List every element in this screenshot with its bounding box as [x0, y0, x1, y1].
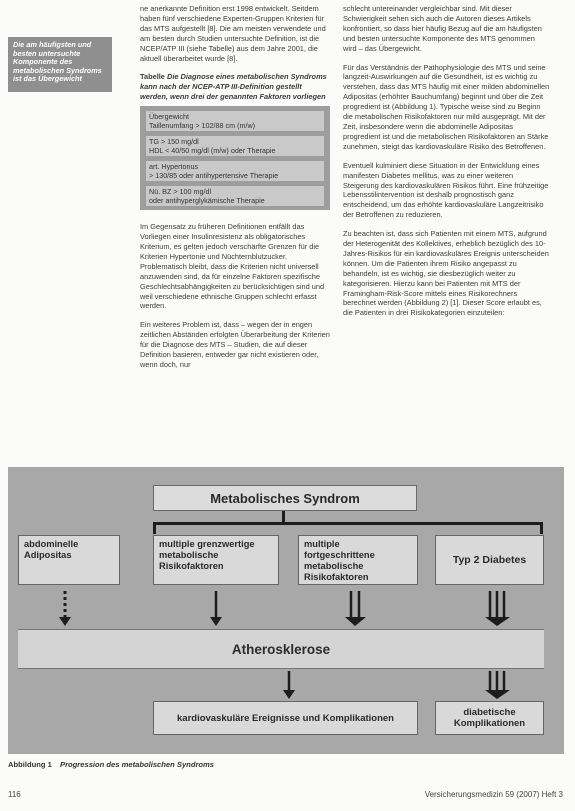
- paragraph: Eventuell kulminiert diese Situation in der Entwicklung eines manifesten Diabetes mellitus, was zu einer weiteren Steigerung des kardiovaskulären Risikos führt. Eine frühzeitige Lebensstilintervention ist deshalb prognostisch ganz entscheidend, um das erhöhte kardiovaskuläre Langzeitrisiko der Betroffenen zu reduzieren.: [343, 160, 549, 220]
- table-caption-text: Die Diagnose eines metabolischen Syndroms kann nach der NCEP-ATP III-Definition gestellt werden, wenn drei der genannten Faktoren vorliegen: [140, 72, 327, 102]
- table-row: [146, 136, 324, 156]
- table-cell: oder antihyperglykämische Therapie: [149, 196, 265, 206]
- table-row: [146, 186, 324, 206]
- atherosclerosis-label: Atherosklerose: [231, 641, 331, 657]
- table-cell: Übergewicht: [149, 112, 189, 122]
- table-cell: TG > 150 mg/dl: [149, 137, 199, 147]
- page-number: 116: [8, 790, 21, 799]
- table-cell: HDL < 40/50 mg/dl (m/w) oder Therapie: [149, 146, 276, 156]
- table-row: [146, 111, 324, 131]
- bracket-center-stem: [282, 511, 285, 523]
- paragraph: schlecht untereinander vergleichbar sind. Mit dieser Schwierigkeit sehen sich auch die Autoren dieses Artikels konfrontiert, so dass hier häufig Bezug auf die am häufigsten und besten untersuchte Komponente des MTS genommen wird – das Übergewicht.: [343, 4, 542, 53]
- single-arrow-icon: [209, 591, 223, 627]
- paragraph: Im Gegensatz zu früheren Definitionen entfällt das Vorliegen einer Insulinresistenz als obligatorisches Kriterium, es gelten jedoch verschärfte Grenzen für die Kriterien Hypertonie und Nüchternblutzucker. Problematisch bleibt, dass die Kriterien nicht universell anzuwenden sind, da für einzelne Faktoren spezifische Geschlechtsabhängigkeiten zu berücksichtigen sind und weil verschiedene ethnische Gruppen schlecht erfasst werden.: [140, 222, 325, 311]
- single-arrow-icon: [282, 671, 296, 701]
- table-caption-label: Tabelle: [140, 72, 165, 82]
- triple-arrow-icon: [485, 591, 511, 627]
- figure-caption-text: Progression des metabolischen Syndroms: [60, 760, 215, 769]
- table-cell: Nü. BZ > 100 mg/dl: [149, 187, 212, 197]
- box-label: abdominelle Adipositas: [24, 539, 79, 560]
- figure-caption: [8, 760, 214, 769]
- dotted-arrow-icon: [58, 591, 72, 627]
- journal-footer: Versicherungsmedizin 59 (2007) Heft 3: [424, 790, 563, 799]
- box-label: diabetische Komplikationen: [453, 707, 526, 729]
- figure-progression-diagram: [8, 467, 564, 754]
- bracket-right-end: [540, 522, 543, 534]
- table-row: [146, 161, 324, 181]
- box-abdominal-obesity: [18, 535, 120, 585]
- text-column-middle: [140, 4, 330, 379]
- criteria-table: [140, 106, 330, 210]
- diagram-title: Metabolisches Syndrom: [210, 490, 360, 506]
- bracket-left-end: [153, 522, 156, 534]
- box-borderline-risk-factors: [153, 535, 279, 585]
- box-type2-diabetes: [435, 535, 544, 585]
- table-cell: > 130/85 oder antihypertensive Therapie: [149, 171, 279, 181]
- triple-arrow-icon: [485, 671, 511, 701]
- paragraph: ne anerkannte Definition erst 1998 entwickelt. Seitdem haben fünf verschiedene Experten-Gruppen Kriterien für das MTS aufgestellt [8]. Die am meisten verwendete und am besten durch Studien untersuchte Definition, ist die NCEP/ATP III (siehe Tabelle) aus dem Jahre 2001, die aktuell überarbeitet wurde [8].: [140, 4, 326, 63]
- box-diabetic-complications: [435, 701, 544, 735]
- bracket-line: [153, 522, 543, 525]
- paragraph: Ein weiteres Problem ist, dass – wegen der in engen zeitlichen Abständen erfolgten Überarbeitung der Kriterien für die Diagnose des MTS – Studien, die auf dieser Definition basieren, entweder gar nicht existieren oder, wenn doch, nur: [140, 320, 330, 369]
- box-label: multiple fortgeschrittene metabolische Risikofaktoren: [304, 539, 375, 582]
- box-label: Typ 2 Diabetes: [452, 553, 527, 566]
- box-advanced-risk-factors: [298, 535, 418, 585]
- atherosclerosis-band: [18, 629, 544, 669]
- text-column-right: [343, 4, 550, 327]
- diagram-title-box: [153, 485, 417, 511]
- sidebar-highlight: [8, 37, 112, 92]
- box-label: kardiovaskuläre Ereignisse und Komplikationen: [177, 712, 394, 724]
- box-cardiovascular-events: [153, 701, 418, 735]
- table-cell: art. Hypertonus: [149, 162, 199, 172]
- table-caption: [140, 72, 330, 102]
- table-cell: Taillenumfang > 102/88 cm (m/w): [149, 121, 256, 131]
- double-arrow-icon: [345, 591, 367, 627]
- sidebar-highlight-text: Die am häufigsten und besten untersuchte Komponente des metabolischen Syndroms ist das Übergewicht: [13, 40, 102, 84]
- paragraph: Zu beachten ist, dass sich Patienten mit einem MTS, aufgrund der Heterogenität des Kollektives, erheblich bezüglich des 10-Jahres-Risikos für ein kardiovaskuläres Ereignis unterscheiden können. Um die Patienten ihrem Risiko angepasst zu behandeln, ist es wichtig, sie diesbezüglich weiter zu kategorisieren. Hierzu kann bei Patienten mit MTS der Framingham-Risk-Score mittels eines Risikorechners berechnet werden (Abbildung 2) [1]. Dieser Score erlaubt es, die Patienten in drei Risikokategorien einzuteilen:: [343, 229, 549, 318]
- paragraph: Für das Verständnis der Pathophysiologie des MTS und seine langzeit-Auswirkungen auf die Gesundheit, ist es wichtig zu verstehen, dass das MTS häufig mit einer milden abdominellen Adipositas (erhöhter Bauchumfang) beginnt und über die Zeit progredient ist (Abbildung 1). Typische weise sind zu Beginn die metabolischen Risikofaktoren nur mild ausgeprägt. Mit der Zeit, insbesondere wenn die abdominelle Adipositas progredient ist und die metabolischen Risikofaktoren an Stärke zunehmen, steigt das kardiovaskuläre Risiko des Betroffenen.: [343, 62, 550, 151]
- figure-caption-number: Abbildung 1: [8, 760, 52, 769]
- box-label: multiple grenzwertige metabolische Risikofaktoren: [159, 539, 255, 571]
